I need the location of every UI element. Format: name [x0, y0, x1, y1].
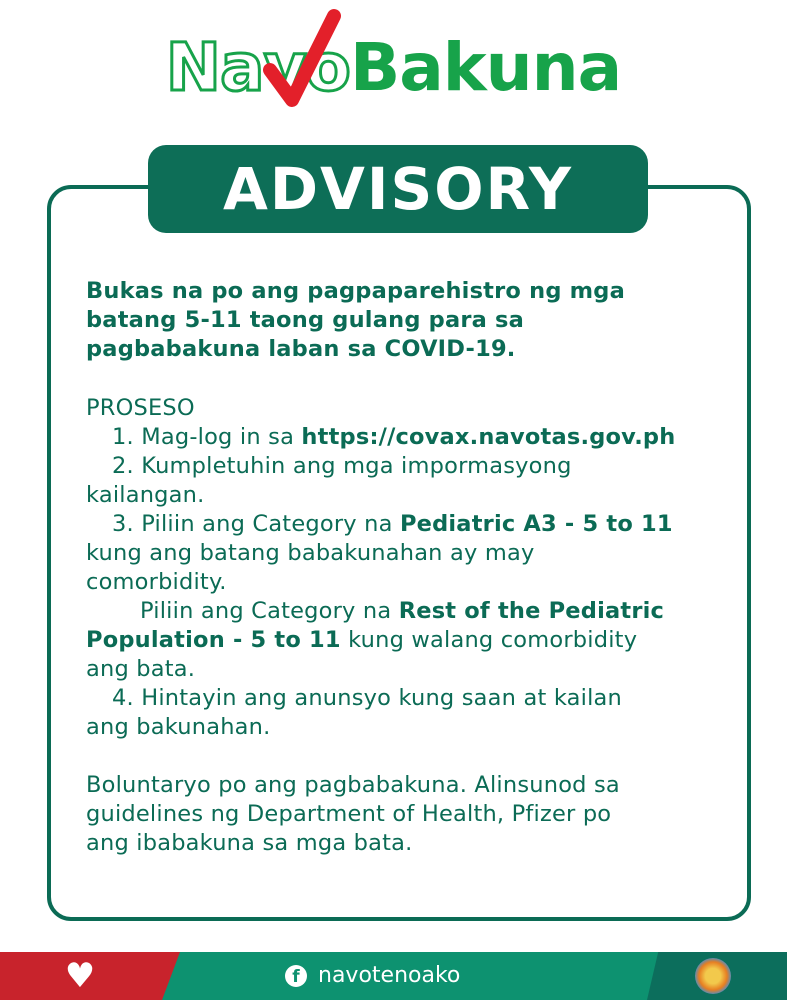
step-text: Mag-log in sa	[141, 424, 302, 450]
category-name: Pediatric A3 - 5 to 11	[399, 511, 673, 537]
category-name: Rest of the Pediatric	[398, 598, 665, 624]
advisory-title: ADVISORY	[148, 145, 648, 233]
logo-bakuna: Bakuna	[349, 29, 622, 106]
step-text: ang bakunahan.	[86, 714, 271, 740]
step-2	[112, 452, 572, 481]
step-number: 1.	[112, 424, 134, 450]
step-text: ang bata.	[86, 656, 196, 682]
intro-line: Bukas na po ang pagpaparehistro ng mga	[86, 278, 625, 304]
step-number: 3.	[112, 511, 134, 537]
registration-link[interactable]: https://covax.navotas.gov.ph	[301, 424, 676, 450]
step-1	[112, 423, 675, 452]
step-text: kung walang comorbidity	[340, 627, 638, 653]
category-name: Population - 5 to 11	[86, 627, 341, 653]
closing-line: ang ibabakuna sa mga bata.	[86, 830, 413, 856]
navotas-love-heart-icon: ♥	[64, 956, 96, 996]
navobakuna-logo	[0, 28, 787, 108]
step-text: Piliin ang Category na	[140, 598, 399, 624]
step-number: 4.	[112, 685, 134, 711]
step-text: comorbidity.	[86, 569, 227, 595]
facebook-icon: f	[285, 965, 307, 987]
step-text: kailangan.	[86, 482, 205, 508]
footer-bar	[0, 952, 787, 1000]
intro-line: batang 5-11 taong gulang para sa	[86, 307, 525, 333]
checkmark-icon	[262, 8, 342, 108]
closing-line: guidelines ng Department of Health, Pfizer po	[86, 801, 612, 827]
closing-line: Boluntaryo po ang pagbabakuna. Alinsunod sa	[86, 772, 620, 798]
logo-navo: Navo	[165, 29, 350, 106]
step-3-alt-line2	[86, 626, 637, 655]
step-3-alt	[140, 597, 664, 626]
facebook-handle[interactable]: navotenoako	[318, 963, 461, 988]
step-3	[112, 510, 673, 539]
step-text: Piliin ang Category na	[141, 511, 400, 537]
process-heading: PROSESO	[86, 395, 195, 421]
city-seal-icon	[695, 958, 731, 994]
step-4	[112, 684, 622, 713]
step-text: kung ang batang babakunahan ay may	[86, 540, 535, 566]
intro-line: pagbabakuna laban sa COVID-19.	[86, 336, 516, 362]
step-text: Kumpletuhin ang mga impormasyong	[141, 453, 572, 479]
step-number: 2.	[112, 453, 134, 479]
step-text: Hintayin ang anunsyo kung saan at kailan	[141, 685, 622, 711]
